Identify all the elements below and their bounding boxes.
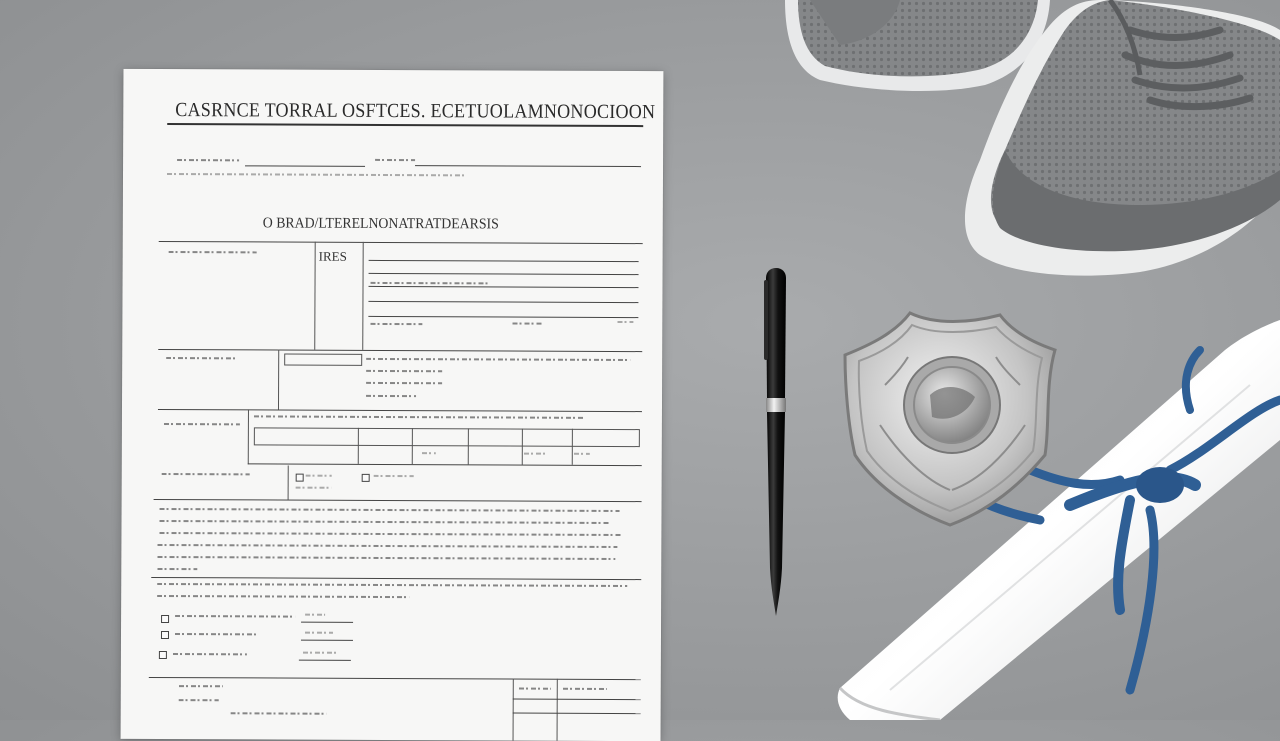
statement-line — [157, 583, 627, 587]
footer-rule — [513, 699, 641, 701]
option-value — [303, 652, 339, 654]
table-divider — [248, 409, 249, 464]
checkbox — [159, 651, 167, 659]
option-line — [299, 660, 351, 661]
checkbox — [362, 474, 370, 482]
row-line — [368, 316, 638, 318]
row-line — [369, 260, 639, 262]
row-text — [512, 323, 542, 325]
paragraph-line — [159, 532, 621, 536]
option-line — [301, 622, 353, 623]
paragraph-line — [157, 544, 617, 548]
grid-divider — [522, 429, 523, 465]
section-rule — [158, 409, 642, 412]
police-badge — [840, 305, 1060, 530]
row-text — [366, 382, 442, 384]
pen — [758, 268, 794, 618]
document-title: CASRNCE TORRAL OSFTCES. ECETUOLAMNONOCIOON — [175, 99, 656, 124]
table-divider — [314, 242, 315, 350]
section-rule — [159, 241, 643, 244]
row-text — [371, 282, 489, 285]
option-label — [173, 653, 247, 655]
grid-text — [524, 453, 548, 455]
row-text — [617, 321, 633, 323]
checkbox-label — [306, 475, 332, 477]
paragraph-line — [157, 556, 615, 560]
footer-text — [231, 712, 327, 714]
footer-text — [563, 688, 607, 690]
row-text — [366, 395, 416, 397]
footer-divider — [557, 679, 558, 741]
instruction-line — [167, 173, 467, 176]
footer-text — [519, 688, 551, 690]
table-divider — [278, 350, 279, 410]
checkbox — [161, 615, 169, 623]
table-divider — [362, 242, 363, 350]
option-line — [301, 640, 353, 641]
paragraph-line — [159, 520, 609, 524]
row-line — [368, 301, 638, 303]
grid-text — [574, 453, 590, 455]
checkbox — [161, 631, 169, 639]
field-line — [245, 165, 365, 167]
grid-divider — [358, 428, 359, 464]
statement-line — [157, 595, 409, 598]
grid-divider — [468, 428, 469, 464]
section-rule — [158, 349, 642, 352]
field-label — [375, 159, 415, 161]
row-text — [366, 358, 630, 361]
footer-text — [179, 699, 219, 701]
cell-label — [169, 251, 257, 253]
footer-divider — [513, 679, 514, 741]
footer-text — [179, 685, 223, 687]
checkbox — [296, 474, 304, 482]
option-label — [175, 633, 257, 635]
checkbox-label — [374, 475, 414, 477]
footer-rule — [149, 677, 641, 680]
paragraph-line — [157, 568, 197, 570]
footer-rule — [513, 713, 641, 715]
sneakers — [780, 0, 1280, 290]
row-line — [369, 273, 639, 275]
option-value — [305, 632, 333, 634]
cell-label — [164, 423, 240, 425]
row-text — [370, 323, 422, 325]
cell-label — [166, 357, 236, 359]
section-rule — [154, 499, 642, 502]
paragraph-line — [160, 508, 620, 512]
form-document — [121, 69, 664, 741]
cell-label — [162, 473, 250, 475]
grid-divider — [572, 429, 573, 465]
checkbox-label — [296, 487, 332, 489]
section-rule — [248, 463, 642, 466]
input-box — [284, 354, 362, 366]
table-divider — [288, 466, 289, 500]
option-value — [305, 614, 325, 616]
field-label — [177, 159, 239, 161]
row-line — [369, 286, 639, 288]
document-subtitle: O BRAD/LTERELNONATRATDEARSIS — [262, 215, 499, 233]
grid-text — [422, 452, 436, 454]
field-line — [415, 165, 641, 167]
row-text — [254, 415, 584, 418]
section-rule — [151, 577, 641, 580]
grid-divider — [412, 428, 413, 464]
option-label — [175, 615, 295, 618]
cell-code: IRES — [318, 248, 347, 264]
row-text — [366, 370, 442, 372]
grid-row — [254, 427, 640, 447]
